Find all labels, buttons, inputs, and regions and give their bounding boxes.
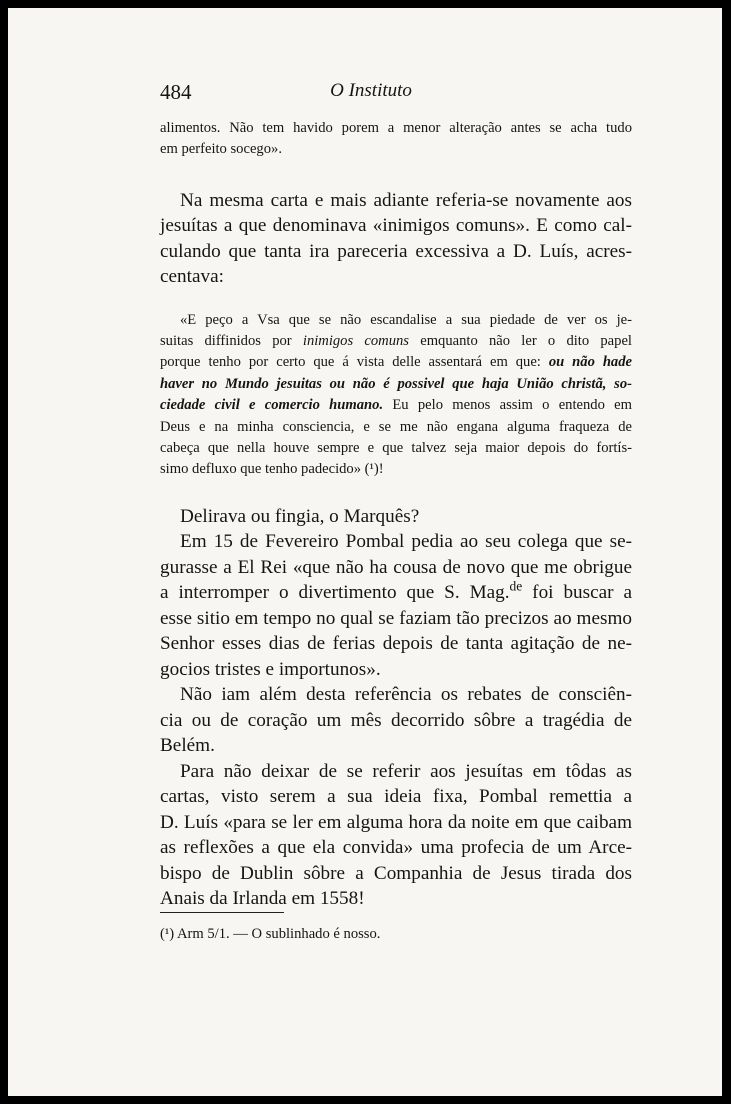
footnote: (¹) Arm 5/1. — O sublinhado é nosso. bbox=[160, 926, 381, 942]
text-line: Para não deixar de se referir aos jesuítas em tôdas as bbox=[180, 761, 632, 782]
text-line: a interromper o divertimento que S. Mag.$^{de}$ foi buscar a bbox=[160, 578, 632, 603]
text-line: D. Luís «para se ler em alguma hora da noite em que caibam bbox=[160, 812, 632, 833]
underlined-phrase: inimigos comuns bbox=[302, 333, 409, 349]
text-line: Senhor esses dias de ferias depois de tanta agitação de ne- bbox=[160, 633, 632, 654]
text-line: Anais da Irlanda em 1558! bbox=[160, 888, 365, 909]
running-title: O Instituto bbox=[330, 80, 412, 101]
quote-line: «E peço a Vsa que se não escandalise a sua piedade de ver os je- bbox=[180, 312, 632, 328]
text-line: Não iam além desta referência os rebates de consciên- bbox=[180, 684, 632, 705]
text-line: Na mesma carta e mais adiante referia-se novamente aos bbox=[180, 190, 632, 211]
quote-line: haver no Mundo jesuitas ou não é possivel que haja União christã, so- bbox=[160, 376, 632, 392]
text-line: culando que tanta ira pareceria excessiva a D. Luís, acres- bbox=[160, 241, 632, 262]
text-line: esse sitio em tempo no qual se faziam tão precizos ao mesmo bbox=[160, 608, 632, 629]
text-line: alimentos. Não tem havido porem a menor alteração antes se acha tudo bbox=[160, 120, 632, 136]
text-line: jesuítas a que denominava «inimigos comuns». E como cal- bbox=[160, 215, 632, 236]
text-line: em perfeito socego». bbox=[160, 141, 282, 157]
text-line: as reflexões a que ela convida» uma profecia de um Arce- bbox=[160, 837, 632, 858]
quote-line: ciedade civil e comercio humano. Eu pelo menos assim o entendo em bbox=[160, 397, 632, 413]
text-line: centava: bbox=[160, 266, 224, 287]
quote-line: porque tenho por certo que á vista delle assentará em que: ou não hade bbox=[160, 354, 633, 370]
text-line: cartas, visto serem a sua ideia fixa, Pombal remettia a bbox=[160, 786, 632, 807]
quote-line: suitas diffinidos por inimigos comuns emquanto não ler o dito papel bbox=[160, 333, 632, 349]
text-line: Delirava ou fingia, o Marquês? bbox=[180, 506, 420, 527]
quote-line: cabeça que nella houve sempre e que talvez seja maior depois do fortís- bbox=[160, 440, 632, 456]
text-line: Belém. bbox=[160, 735, 215, 756]
text-line: cia ou de coração um mês decorrido sôbre a tragédia de bbox=[160, 710, 632, 731]
text-line: Em 15 de Fevereiro Pombal pedia ao seu colega que se- bbox=[180, 531, 632, 552]
text-line: gocios tristes e importunos». bbox=[160, 659, 381, 680]
quote-line: simo defluxo que tenho padecido» (¹)! bbox=[160, 461, 384, 477]
text-line: bispo de Dublin sôbre a Companhia de Jesus tirada dos bbox=[160, 863, 632, 884]
quote-line: Deus e na minha consciencia, e se me não engana alguma fraqueza de bbox=[160, 419, 632, 435]
text-line: gurasse a El Rei «que não ha cousa de novo que me obrigue bbox=[160, 557, 632, 578]
footnote-rule bbox=[160, 912, 284, 913]
page-number: 484 bbox=[160, 80, 192, 104]
book-page bbox=[8, 8, 722, 1096]
